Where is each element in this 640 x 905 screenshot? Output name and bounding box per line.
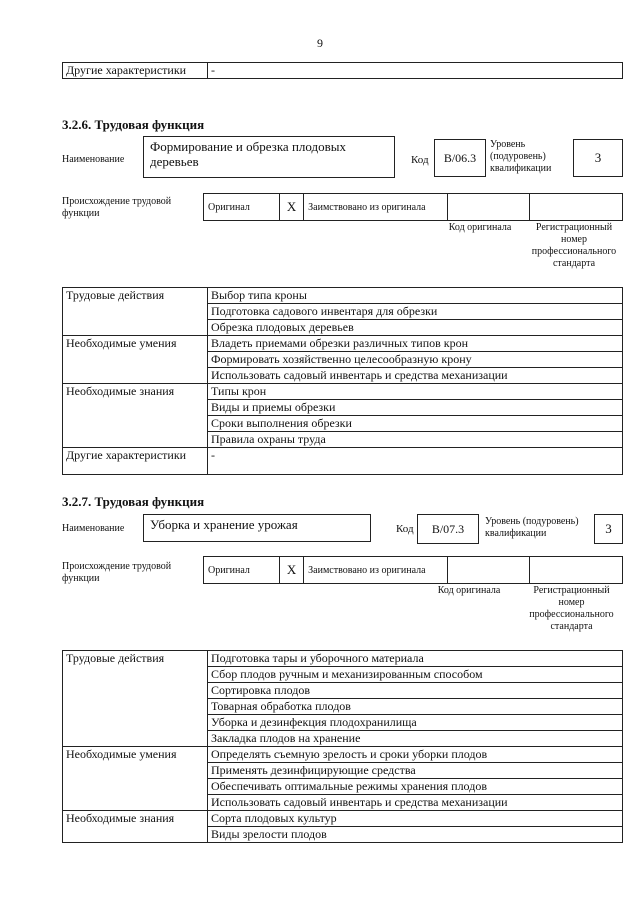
reg-number-caption: Регистрационный номер профессионального стандарта	[531, 222, 617, 269]
table-cell: Определять съемную зрелость и сроки уборки плодов	[208, 747, 623, 763]
table-cell: Подготовка тары и уборочного материала	[208, 651, 623, 667]
function-name-box: Формирование и обрезка плодовых деревьев	[143, 136, 395, 178]
original-cell: Оригинал	[204, 557, 280, 584]
table-cell: Типы крон	[208, 384, 623, 400]
original-mark: X	[279, 557, 303, 584]
orig-code-caption: Код оригинала	[437, 585, 501, 596]
origin-label: Происхождение трудовой функции	[62, 561, 172, 584]
category-cell: Необходимые умения	[63, 747, 208, 811]
table-cell: Виды зрелости плодов	[208, 827, 623, 843]
table-cell: Уборка и дезинфекция плодохранилища	[208, 715, 623, 731]
table-cell: Подготовка садового инвентаря для обрезки	[208, 304, 623, 320]
origin-table	[203, 556, 623, 584]
category-cell: Необходимые знания	[63, 384, 208, 448]
level-label: Уровень (подуровень) квалификации	[490, 139, 552, 174]
original-mark: X	[279, 194, 303, 221]
code-label: Код	[396, 523, 414, 535]
table-cell: Обеспечивать оптимальные режимы хранения плодов	[208, 779, 623, 795]
orig-code-cell	[447, 194, 529, 221]
table-cell: Выбор типа кроны	[208, 288, 623, 304]
table-row	[63, 63, 623, 79]
level-label: Уровень (подуровень) квалификации	[485, 516, 579, 539]
category-cell: Необходимые умения	[63, 336, 208, 384]
category-cell: Трудовые действия	[63, 288, 208, 336]
table-cell: Сбор плодов ручным и механизированным способом	[208, 667, 623, 683]
value-cell: -	[208, 63, 623, 79]
table-cell: Владеть приемами обрезки различных типов крон	[208, 336, 623, 352]
reg-number-cell	[529, 557, 622, 584]
table-cell: Товарная обработка плодов	[208, 699, 623, 715]
function-table	[62, 287, 623, 475]
top-characteristics-table	[62, 62, 623, 79]
table-cell: Виды и приемы обрезки	[208, 400, 623, 416]
borrowed-cell: Заимствовано из оригинала	[304, 194, 448, 221]
function-code-box: B/06.3	[434, 139, 486, 177]
table-cell: -	[208, 448, 623, 475]
level-box: 3	[573, 139, 623, 177]
function-table	[62, 650, 623, 843]
table-cell: Правила охраны труда	[208, 432, 623, 448]
table-cell: Сорта плодовых культур	[208, 811, 623, 827]
code-label: Код	[411, 154, 429, 166]
category-cell: Другие характеристики	[63, 63, 208, 79]
function-code-box: B/07.3	[417, 514, 479, 544]
table-cell: Применять дезинфицирующие средства	[208, 763, 623, 779]
category-cell: Другие характеристики	[63, 448, 208, 475]
orig-code-cell	[447, 557, 529, 584]
table-cell: Обрезка плодовых деревьев	[208, 320, 623, 336]
section-heading: 3.2.7. Трудовая функция	[62, 494, 205, 509]
category-cell: Необходимые знания	[63, 811, 208, 843]
reg-number-cell	[529, 194, 622, 221]
table-cell: Использовать садовый инвентарь и средства механизации	[208, 368, 623, 384]
borrowed-cell: Заимствовано из оригинала	[304, 557, 448, 584]
table-cell: Использовать садовый инвентарь и средства механизации	[208, 795, 623, 811]
table-cell: Закладка плодов на хранение	[208, 731, 623, 747]
name-label: Наименование	[62, 154, 125, 165]
orig-code-caption: Код оригинала	[448, 222, 512, 233]
page-number: 9	[317, 36, 323, 50]
table-cell: Сроки выполнения обрезки	[208, 416, 623, 432]
reg-number-caption: Регистрационный номер профессионального стандарта	[529, 585, 614, 632]
origin-label: Происхождение трудовой функции	[62, 196, 172, 219]
origin-table	[203, 193, 623, 221]
table-cell: Сортировка плодов	[208, 683, 623, 699]
name-label: Наименование	[62, 523, 125, 534]
level-box: 3	[594, 514, 623, 544]
category-cell: Трудовые действия	[63, 651, 208, 747]
original-cell: Оригинал	[204, 194, 280, 221]
table-cell: Формировать хозяйственно целесообразную крону	[208, 352, 623, 368]
function-name-box: Уборка и хранение урожая	[143, 514, 371, 542]
section-heading: 3.2.6. Трудовая функция	[62, 117, 205, 132]
